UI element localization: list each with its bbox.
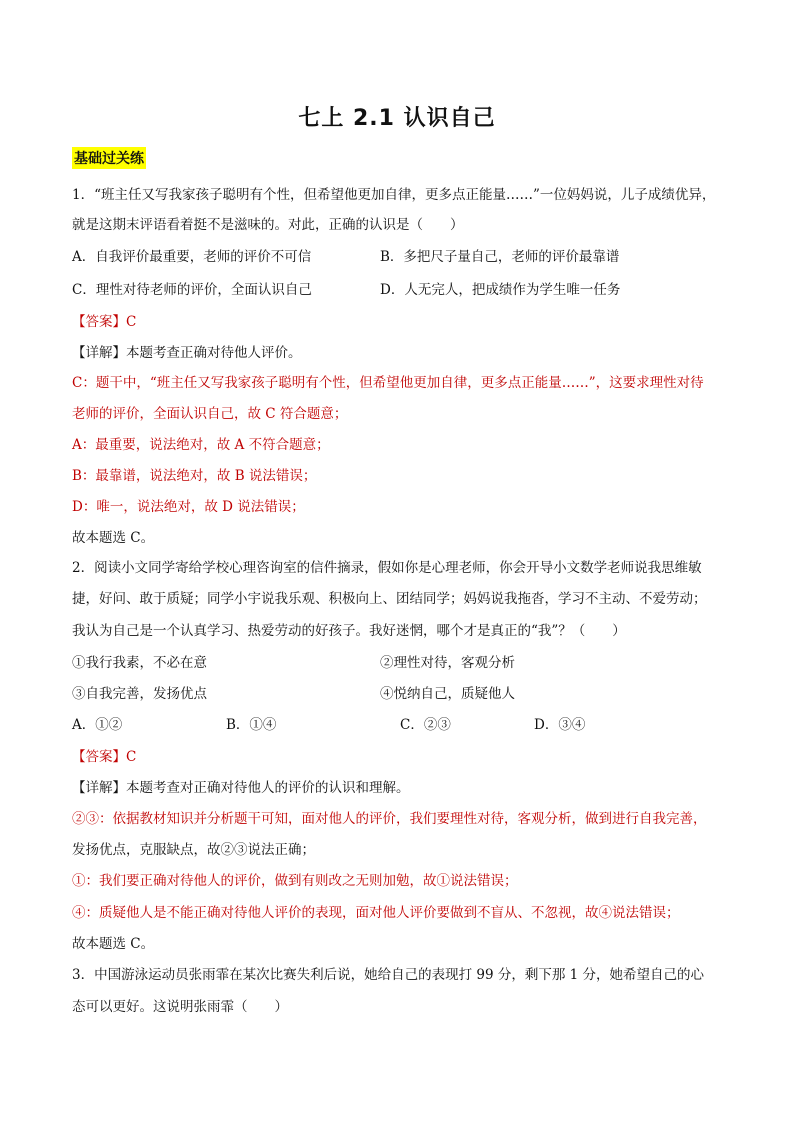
q2-detail: 【详解】本题考查对正确对待他人的评价的认识和理解。	[72, 780, 410, 796]
q1-option-c: C．理性对待老师的评价，全面认识自己	[72, 282, 312, 298]
q1-explain-c-2: 老师的评价，全面认识自己，故 C 符合题意；	[72, 406, 348, 422]
q2-stem-line-2: 捷，好问、敢于质疑；同学小宇说我乐观、积极向上、团结同学；妈妈说我拖沓，学习不主动、不爱劳动；	[72, 591, 707, 607]
q2-statement-4: ④悦纳自己，质疑他人	[380, 686, 515, 702]
q3-stem-line-2: 态可以更好。这说明张雨霏（ ）	[72, 999, 288, 1015]
q2-reason-1: ②③：依据教材知识并分析题干可知，面对他人的评价，我们要理性对待，客观分析，做到进行自我完善，	[72, 811, 707, 827]
q1-explain-c-1: C：题干中，“班主任又写我家孩子聪明有个性，但希望他更加自律，更多点正能量……”，这要求理性对待	[72, 375, 704, 391]
q2-option-a: A．①②	[72, 717, 123, 733]
q2-option-c: C．②③	[400, 717, 451, 733]
q2-answer: 【答案】C	[72, 749, 137, 765]
q1-explain-a: A：最重要，说法绝对，故 A 不符合题意；	[72, 437, 330, 453]
q3-stem-line-1: 3．中国游泳运动员张雨霏在某次比赛失利后说，她给自己的表现打 99 分，剩下那 1 分，她希望自己的心	[72, 967, 705, 983]
q2-stem-line-1: 2．阅读小文同学寄给学校心理咨询室的信件摘录，假如你是心理老师，你会开导小文数学老师说我思维敏	[72, 560, 702, 576]
section-heading: 基础过关练	[72, 147, 146, 169]
q1-option-d: D．人无完人，把成绩作为学生唯一任务	[380, 282, 621, 298]
q2-reason-3: ①：我们要正确对待他人的评价，做到有则改之无则加勉，故①说法错误；	[72, 873, 518, 889]
q2-conclusion: 故本题选 C。	[72, 936, 155, 952]
q1-explain-d: D：唯一，说法绝对，故 D 说法错误；	[72, 499, 305, 515]
q2-option-b: B．①④	[226, 717, 277, 733]
q2-option-d: D．③④	[534, 717, 586, 733]
q2-statement-1: ①我行我素，不必在意	[72, 655, 207, 671]
q2-statement-2: ②理性对待，客观分析	[380, 655, 515, 671]
q1-conclusion: 故本题选 C。	[72, 530, 155, 546]
q2-reason-2: 发扬优点，克服缺点，故②③说法正确；	[72, 842, 315, 858]
q1-option-a: A．自我评价最重要，老师的评价不可信	[72, 249, 312, 265]
q2-reason-4: ④：质疑他人是不能正确对待他人评价的表现，面对他人评价要做到不盲从、不忽视，故④说法错误；	[72, 905, 680, 921]
q1-answer: 【答案】C	[72, 314, 137, 330]
q1-option-b: B．多把尺子量自己，老师的评价最靠谱	[380, 249, 620, 265]
q1-detail: 【详解】本题考查正确对待他人评价。	[72, 345, 302, 361]
q1-stem-line-2: 就是这期末评语看着挺不是滋味的。对此，正确的认识是（ ）	[72, 217, 464, 233]
q2-stem-line-3: 我认为自己是一个认真学习、热爱劳动的好孩子。我好迷惘，哪个才是真正的“我”？（ ）	[72, 623, 626, 639]
q2-statement-3: ③自我完善，发扬优点	[72, 686, 207, 702]
q1-explain-b: B：最靠谱，说法绝对，故 B 说法错误；	[72, 468, 317, 484]
page-title: 七上 2.1 认识自己	[298, 106, 496, 131]
q1-stem-line-1: 1．“班主任又写我家孩子聪明有个性，但希望他更加自律，更多点正能量……”一位妈妈说，儿子成绩优异，	[72, 187, 716, 203]
